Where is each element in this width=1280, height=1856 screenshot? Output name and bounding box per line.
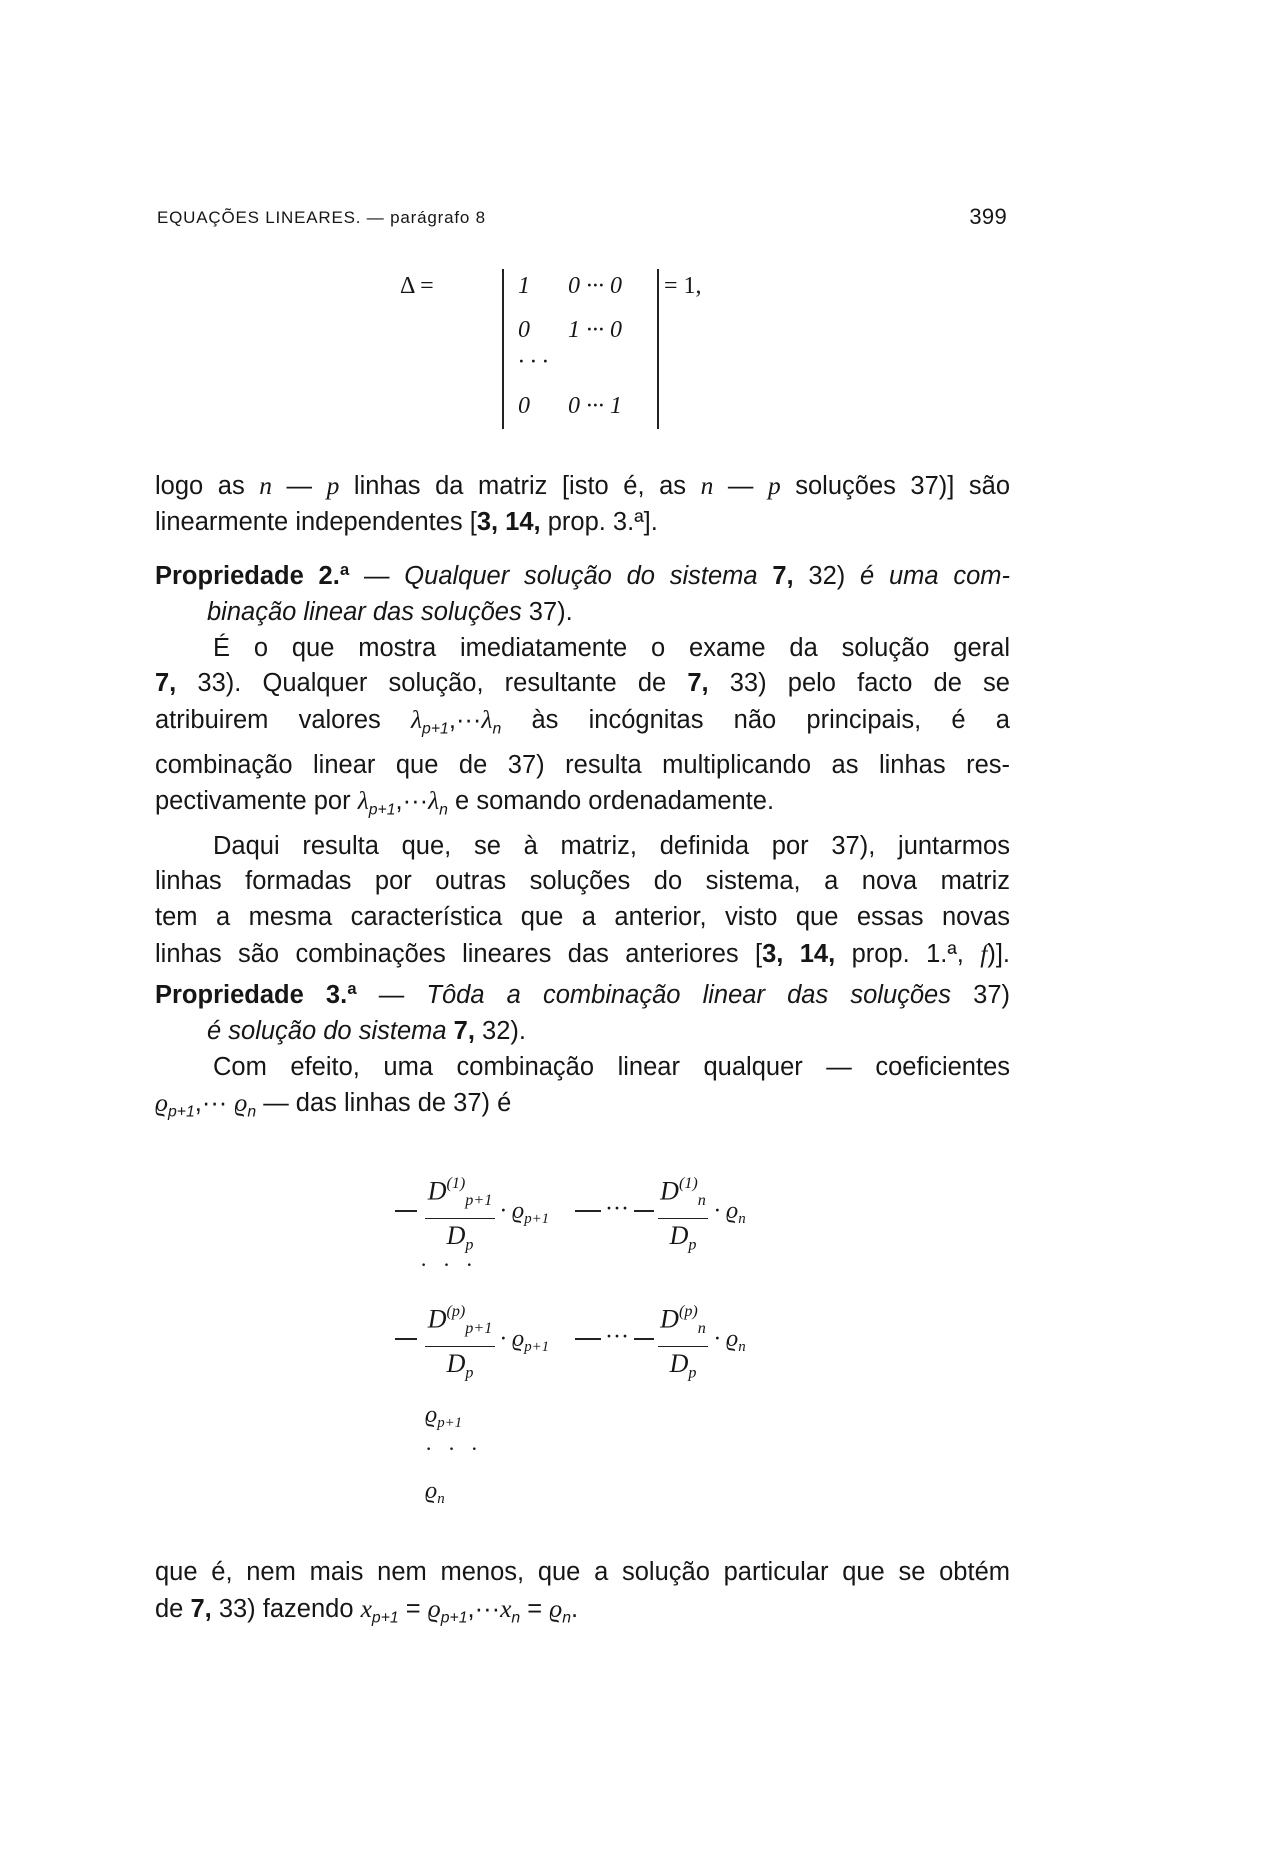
det-cell: 0 [518, 393, 530, 419]
fraction [425, 1170, 495, 1260]
rho-entry: $ϱ_{p+1}$ [425, 1402, 463, 1432]
det-cell: · · · [518, 349, 548, 375]
det-cell: 0 [518, 317, 530, 343]
paragraph-final [155, 1555, 1010, 1636]
rho-coefficient: · $ϱ_{p+1}$ [500, 1198, 550, 1228]
property-2-statement: Propriedade 2.ª — Qualquer solução do sistema 7, 32) é uma com- [155, 562, 1011, 590]
determinant-left-bar [502, 269, 504, 429]
determinant-right-bar [657, 269, 659, 429]
text-line: linhas são combinações lineares das anteriores [3, 14, prop. 1.ª, f)]. [155, 939, 1010, 969]
property-2-label: Propriedade 2.ª [155, 562, 350, 590]
fraction-denominator: $D_p$ [446, 1221, 474, 1255]
rho-coefficient: · $ϱ_n$ [714, 1198, 746, 1228]
page-number: 399 [969, 204, 1007, 229]
fraction-denominator: $D_p$ [669, 1349, 697, 1383]
det-cell: 0 ··· 1 [568, 393, 622, 419]
minus-sign [634, 1338, 654, 1340]
det-cell: 1 ··· 0 [568, 317, 622, 343]
fraction [658, 1298, 708, 1388]
text-line: 7, 33). Qualquer solução, resultante de 7, 33) pelo facto de se [155, 669, 1010, 698]
fraction-bar [425, 1346, 495, 1348]
property-3 [155, 978, 1010, 1131]
text-line: Daqui resulta que, se à matriz, definida por 37), juntarmos [213, 831, 1010, 860]
fraction-bar [658, 1346, 708, 1348]
minus-sign [395, 1338, 417, 1340]
text-line: que é, nem mais nem menos, que a solução particular que se obtém [155, 1558, 1010, 1586]
text-line: Com efeito, uma combinação linear qualquer — coeficientes [213, 1052, 1010, 1081]
text-line: tem a mesma característica que a anterior, visto que essas novas [155, 903, 1010, 932]
fraction-bar [658, 1218, 708, 1220]
fraction-numerator: $D^{(1)}_n$ [660, 1175, 706, 1209]
rho-coefficient: · $ϱ_n$ [714, 1326, 746, 1356]
rho-coefficient: · $ϱ_{p+1}$ [500, 1326, 550, 1356]
fraction [658, 1170, 708, 1260]
determinant [400, 265, 800, 431]
text-line: logo as n — p linhas da matriz [isto é, as n — p soluções 37)] são [155, 471, 1011, 500]
text-line: de 7, 33) fazendo $x_{p+1} = ϱ_{p+1},\cdot\cdot\cdot x_n = ϱ_n$. [155, 1593, 579, 1627]
ellipsis: ··· [605, 1324, 629, 1350]
text-line: linhas formadas por outras soluções do sistema, a nova matriz [155, 867, 1010, 896]
minus-sign [634, 1210, 654, 1212]
det-cell: 1 [518, 273, 530, 299]
running-header [157, 200, 1007, 234]
text-line: linearmente independentes [3, 14, prop. 3.ª]. [155, 507, 658, 536]
text-line: $ϱ_{p+1},\cdot\cdot\cdot ϱ_n$ — das linhas de 37) é [155, 1088, 512, 1121]
minus-sign [575, 1210, 601, 1212]
fraction-denominator: $D_p$ [446, 1349, 474, 1383]
fraction-numerator: $D^{(1)}_{p+1}$ [427, 1175, 493, 1209]
fraction-numerator: $D^{(p)}_{p+1}$ [427, 1303, 493, 1337]
text-line: binação linear das soluções 37). [207, 597, 573, 626]
det-cell: 0 ··· 0 [568, 273, 622, 299]
fraction [425, 1298, 495, 1388]
determinant-label: Δ = [400, 273, 434, 299]
ellipsis: ··· [605, 1196, 629, 1222]
minus-sign [575, 1338, 601, 1340]
vertical-ellipsis: · · · [420, 1252, 478, 1277]
determinant-result: = 1, [664, 273, 702, 299]
property-3-label: Propriedade 3.ª [155, 981, 357, 1009]
rho-entry: $ϱ_n$ [425, 1478, 445, 1508]
property-3-statement: Propriedade 3.ª — Tôda a combinação linear das soluções 37) [155, 981, 1010, 1009]
text-line: combinação linear que de 37) resulta multiplicando as linhas res- [155, 750, 1010, 779]
property-2 [155, 559, 1010, 973]
text-line: atribuirem valores $\lambda_{p+1},\cdot\cdot\cdot\lambda_n$ às incógnitas não principais, é a [155, 705, 1010, 738]
fraction-numerator: $D^{(p)}_n$ [660, 1303, 706, 1337]
vertical-ellipsis: · · · [425, 1436, 483, 1461]
running-head: EQUAÇÕES LINEARES. — parágrafo 8 [157, 208, 486, 227]
text-line: pectivamente por $\lambda_{p+1},\cdot\cdot\cdot\lambda_n$ e somando ordenadamente. [155, 786, 775, 819]
text-line: é solução do sistema 7, 32). [207, 1016, 526, 1045]
paragraph-conclusion [155, 468, 1010, 541]
fraction-bar [425, 1218, 495, 1220]
fraction-denominator: $D_p$ [669, 1221, 697, 1255]
text-line: É o que mostra imediatamente o exame da solução geral [213, 633, 1010, 662]
minus-sign [395, 1210, 417, 1212]
